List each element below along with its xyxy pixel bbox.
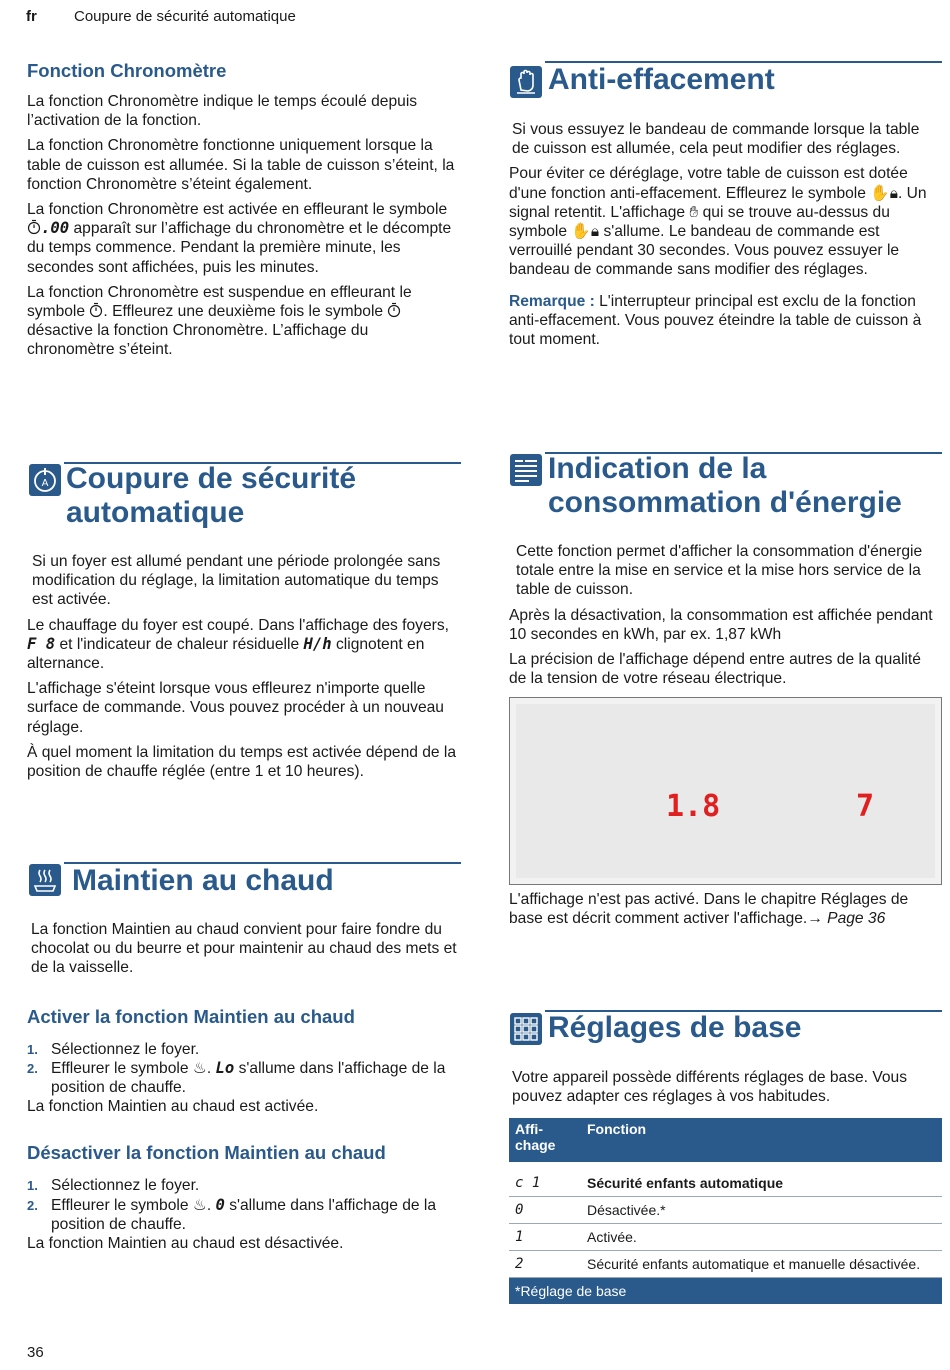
timer-icon: [27, 219, 41, 235]
row-code: 1: [509, 1224, 581, 1251]
desactiver-result: La fonction Maintien au chaud est désactivée.: [27, 1235, 344, 1253]
coupure-p3: L'affichage s'éteint lorsque vous effleurez n'importe quelle surface de commande. Vous pouvez procéder à un nouveau réglage.: [27, 680, 444, 736]
step-number: 1.: [27, 1041, 38, 1057]
hand-lock-icon: ✋🔒︎: [870, 184, 898, 202]
row-function: Activée.: [581, 1224, 942, 1251]
energie-p1: Cette fonction permet d'afficher la consommation d'énergie totale entre la mise en service et la mise hors service de la table de cuisson.: [516, 543, 923, 599]
energie-title-line1: Indication de la: [548, 452, 767, 485]
table-row: [509, 1197, 942, 1224]
anti-p2-b: . Un signal retentit. L'affichage: [509, 184, 927, 221]
maintien-title: Maintien au chaud: [72, 864, 334, 897]
step-number: 2.: [27, 1197, 38, 1213]
table-row: [509, 1170, 942, 1197]
settings-table: [509, 1118, 942, 1304]
row-code: 2: [509, 1251, 581, 1278]
energie-title-line2: consommation d'énergie: [548, 486, 902, 519]
settings-grid-icon: [510, 1013, 542, 1045]
step-text: Effleurer le symbole: [51, 1059, 193, 1077]
desactiver-steps: [27, 1176, 459, 1234]
activer-steps: [27, 1040, 459, 1098]
row-code: 0: [509, 1197, 581, 1224]
wipe-protection-icon: [510, 66, 542, 98]
step-number: 1.: [27, 1178, 38, 1194]
anti-p1: Si vous essuyez le bandeau de commande lorsque la table de cuisson est allumée, cela peut modifier des réglages.: [512, 121, 920, 158]
step-text: Effleurer le symbole: [51, 1196, 193, 1214]
chrono-p2: La fonction Chronomètre fonctionne uniquement lorsque la table de cuisson est allumée. Si la table de cuisson s’éteint, la fonction Chronomètre s’éteint également.: [27, 137, 455, 193]
remark-label: Remarque :: [509, 292, 595, 310]
row-code: c 1: [509, 1170, 581, 1197]
svg-text:A: A: [41, 478, 49, 489]
timer-icon: [387, 302, 401, 318]
coupure-p4: À quel moment la limitation du temps est activée dépend de la position de chauffe réglée (entre 1 et 10 heures).: [27, 743, 457, 781]
activer-result: La fonction Maintien au chaud est activée.: [27, 1098, 319, 1116]
step-number: 2.: [27, 1060, 38, 1076]
table-footnote-row: [509, 1278, 942, 1305]
table-spacer: [509, 1162, 942, 1170]
coupure-title-line1: Coupure de sécurité: [66, 462, 357, 495]
timer-icon: [89, 302, 103, 318]
reglages-p1: Votre appareil possède différents réglages de base. Vous pouvez adapter ces réglages à vos habitudes.: [512, 1069, 908, 1106]
keep-warm-icon: ♨︎.: [192, 1196, 216, 1214]
safety-shutoff-icon: [29, 464, 61, 496]
coupure-p2: [27, 616, 459, 674]
energie-p3: La précision de l'affichage dépend entre autres de la qualité de la tension de votre réseau électrique.: [509, 651, 921, 688]
row-function: Sécurité enfants automatique et manuelle désactivée.: [581, 1251, 942, 1278]
row-function: Sécurité enfants automatique: [581, 1170, 942, 1197]
desactiver-title: Désactiver la fonction Maintien au chaud: [27, 1142, 386, 1164]
anti-p2-c: qui se trouve au-dessus du symbole: [509, 203, 890, 241]
chrono-title: Fonction Chronomètre: [27, 60, 227, 81]
remark-text: L'interrupteur principal est exclu de la fonction anti-effacement. Vous pouvez éteindre la table de cuisson à tout moment.: [509, 292, 922, 349]
coupure-title-line2: automatique: [66, 496, 245, 529]
coupure-section: [27, 552, 459, 787]
reglages-title: Réglages de base: [548, 1011, 802, 1044]
language-code: fr: [26, 8, 37, 25]
anti-p2-d: s'allume. Le bandeau de commande est verrouillé pendant 30 secondes. Vous pouvez essuyer le bandeau de commande sans modifier des réglages.: [509, 223, 900, 279]
row-function: Désactivée.*: [581, 1197, 942, 1224]
maintien-section: [27, 920, 459, 1259]
hand-icon: ✋︎: [689, 203, 699, 221]
chrono-p1: La fonction Chronomètre indique le temps écoulé depuis l’activation de la fonction.: [27, 93, 418, 130]
chrono-display-seg: .00: [41, 219, 70, 238]
energie-note: [509, 890, 941, 934]
energy-display-icon: [510, 454, 542, 486]
running-header: Coupure de sécurité automatique: [74, 8, 296, 25]
col-header-display: [509, 1118, 581, 1162]
anti-remark: [509, 292, 941, 350]
hand-lock-icon: ✋🔒︎: [571, 223, 600, 241]
step-item: [27, 1040, 459, 1059]
energie-p4-text: L'affichage n'est pas activé. Dans le chapitre Réglages de base est décrit comment activer l'affichage.: [509, 891, 909, 928]
energie-p2: Après la désactivation, la consommation est affichée pendant 10 secondes en kWh, par ex. 1,87 kWh: [509, 606, 933, 643]
coupure-p2-b: et l'indicateur de chaleur résiduelle: [55, 635, 304, 653]
anti-p2: [509, 164, 941, 279]
coupure-title: [66, 462, 356, 530]
chrono-p3-end: apparaît sur l’affichage du chronomètre et le décompte du temps commence. Pendant la première minute, les secondes sont affichées, puis les minutes.: [27, 220, 452, 276]
energie-p4: [509, 890, 941, 928]
anti-section: [509, 120, 941, 355]
chrono-section: [27, 60, 459, 366]
step-item: [27, 1176, 459, 1195]
arrow-icon: →: [807, 910, 823, 928]
step-text: Sélectionnez le foyer.: [51, 1040, 200, 1058]
energy-display-panel: [509, 697, 942, 885]
step-text-end: s'allume dans l'affichage de la position de chauffe.: [51, 1196, 437, 1233]
chrono-p3: [27, 200, 459, 277]
table-footnote: *Réglage de base: [509, 1278, 942, 1305]
energie-title: [548, 452, 902, 520]
chrono-p4-b: . Effleurez une deuxième fois le symbole: [103, 303, 388, 321]
chrono-p3-start: La fonction Chronomètre est activée en effleurant le symbole: [27, 201, 448, 219]
display-zero-seg: 0: [215, 1195, 225, 1214]
step-text-end: s'allume dans l'affichage de la position de chauffe.: [51, 1059, 446, 1097]
coupure-p1: Si un foyer est allumé pendant une période prolongée sans modification du réglage, la limitation automatique du temps est activée.: [32, 553, 441, 609]
activer-title: Activer la fonction Maintien au chaud: [27, 1005, 355, 1027]
display-value-left: 1.8: [666, 789, 721, 824]
keep-warm-icon: [29, 864, 61, 896]
table-header: [509, 1118, 942, 1162]
coupure-p2-a: Le chauffage du foyer est coupé. Dans l'affichage des foyers,: [27, 616, 449, 634]
keep-warm-icon: ♨︎.: [192, 1059, 216, 1077]
reglages-section: [509, 1068, 941, 1112]
maintien-p1: La fonction Maintien au chaud convient pour faire fondre du chocolat ou du beurre et pour maintenir au chaud des mets et de la vaisselle.: [31, 921, 457, 977]
chrono-p4-a: La fonction Chronomètre est suspendue en effleurant le symbole: [27, 283, 412, 321]
energie-section: [509, 542, 941, 694]
step-item: [27, 1059, 459, 1097]
col-header-function: Fonction: [581, 1118, 942, 1162]
table-row: [509, 1251, 942, 1278]
chrono-p4-c: désactive la fonction Chronomètre. L’affichage du chronomètre s’éteint.: [27, 322, 369, 359]
step-text: Sélectionnez le foyer.: [51, 1177, 200, 1195]
col-header-display-l1: Affi-: [515, 1121, 543, 1137]
page-reference-link[interactable]: Page 36: [822, 910, 886, 928]
coupure-p2-c: clignotent en alternance.: [27, 635, 425, 673]
anti-p2-a: Pour éviter ce déréglage, votre table de cuisson est dotée d'une fonction anti-effacement. Effleurez le symbole: [509, 165, 908, 202]
energy-display-screen: [516, 704, 935, 878]
page-number: 36: [27, 1344, 44, 1361]
chrono-p4: [27, 283, 459, 360]
col-header-display-l2: chage: [515, 1137, 556, 1153]
display-lo-seg: Lo: [215, 1058, 235, 1077]
anti-title: Anti-effacement: [548, 63, 775, 96]
table-row: [509, 1224, 942, 1251]
display-f8-seg: F 8: [27, 634, 56, 653]
display-residual-heat-seg: H/h: [303, 634, 332, 653]
display-value-right: 7: [856, 789, 875, 824]
step-item: [27, 1196, 459, 1234]
